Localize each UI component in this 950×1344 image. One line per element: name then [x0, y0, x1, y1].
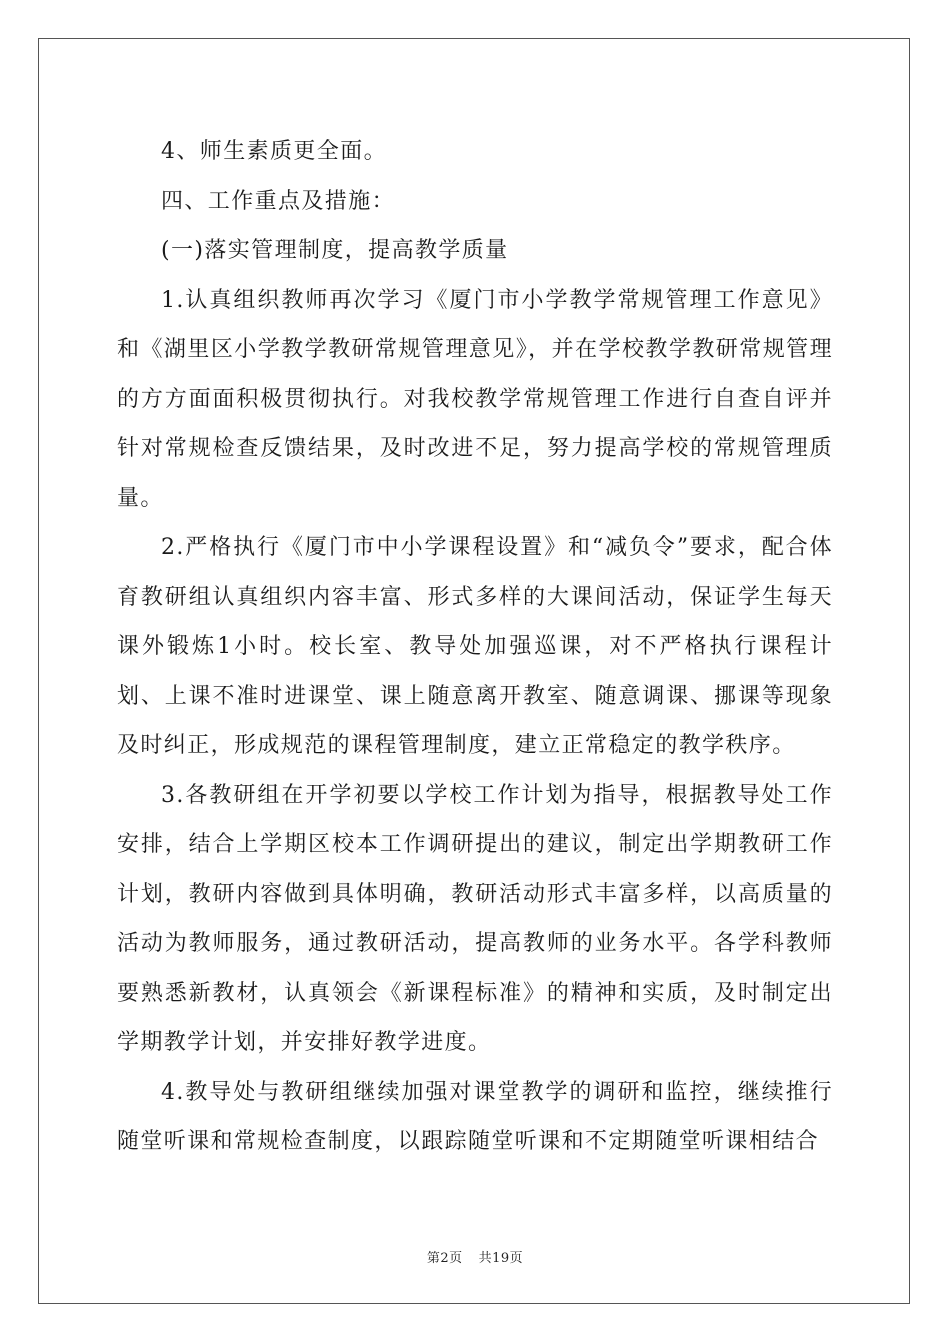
paragraph-goal-4: 4、师生素质更全面。 — [161, 139, 387, 164]
paragraph-item-2: 2.严格执行《厦门市中小学课程设置》和“减负令”要求，配合体育教研组认真组织内容丰富、形式多样的大课间活动，保证学生每天课外锻炼1小时。校长室、教导处加强巡课，对不严格执行课程计划、上课不准时进课堂、课上随意离开教室、随意调课、挪课等现象及时纠正，形成规范的课程管理制度，建立正常稳定的教学秩序。 — [117, 535, 833, 758]
page-total: 共19页 — [478, 1251, 524, 1266]
page-footer — [0, 1247, 950, 1266]
subsection-heading: (一)落实管理制度，提高教学质量 — [161, 238, 509, 263]
page-number: 第2页 — [426, 1251, 463, 1266]
paragraph-item-3: 3.各教研组在开学初要以学校工作计划为指导，根据教导处工作安排，结合上学期区校本工作调研提出的建议，制定出学期教研工作计划，教研内容做到具体明确，教研活动形式丰富多样，以高质量的活动为教师服务，通过教研活动，提高教师的业务水平。各学科教师要熟悉新教材，认真领会《新课程标准》的精神和实质，及时制定出学期教学计划，并安排好教学进度。 — [117, 782, 833, 1055]
section-heading: 四、工作重点及措施： — [161, 188, 396, 214]
paragraph-item-1: 1.认真组织教师再次学习《厦门市小学教学常规管理工作意见》和《湖里区小学教学教研常规管理意见》，并在学校教学教研常规管理的方方面面积极贯彻执行。对我校教学常规管理工作进行自查自评并针对常规检查反馈结果，及时改进不足，努力提高学校的常规管理质量。 — [117, 287, 833, 511]
paragraph-item-4: 4.教导处与教研组继续加强对课堂教学的调研和监控，继续推行随堂听课和常规检查制度，以跟踪随堂听课和不定期随堂听课相结合 — [117, 1079, 833, 1154]
document-body — [117, 127, 833, 1167]
